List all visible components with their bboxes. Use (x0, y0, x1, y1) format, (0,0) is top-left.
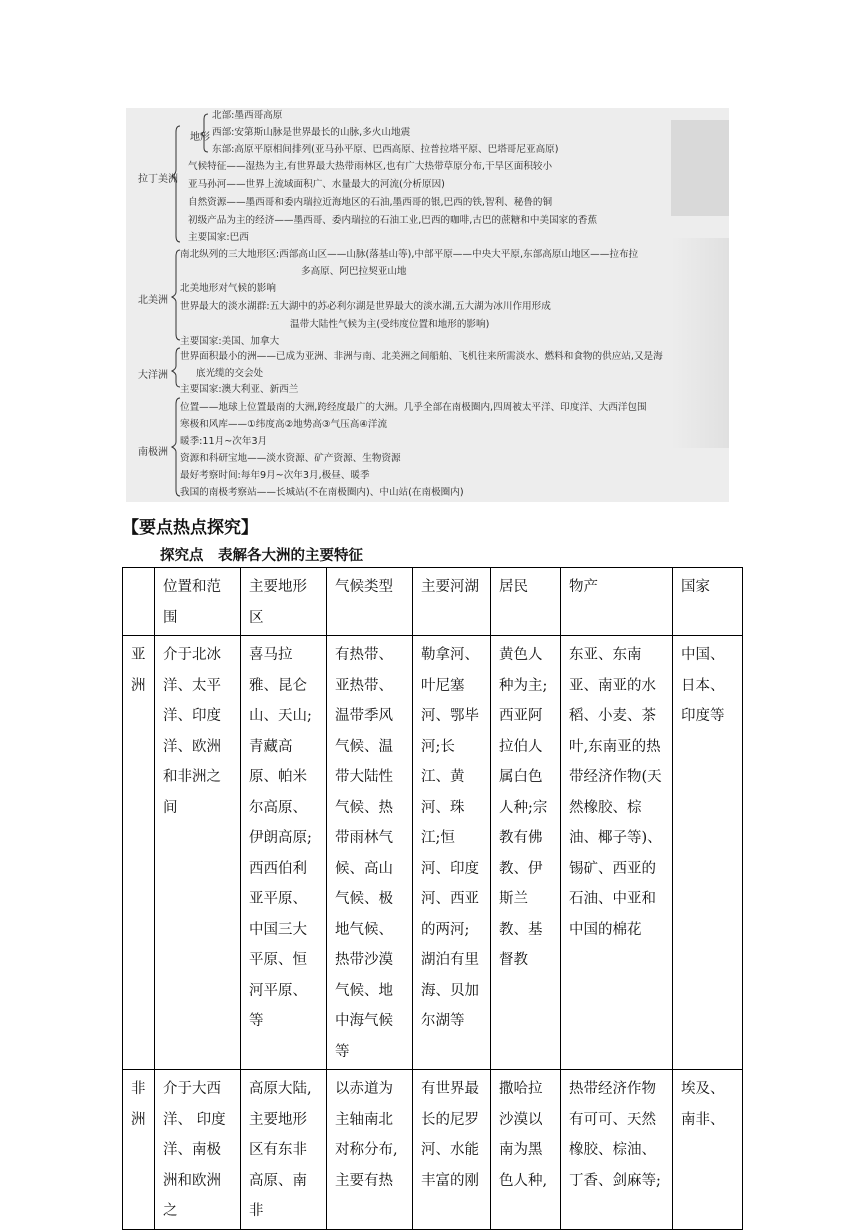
probe-title: 探究点 表解各大洲的主要特征 (160, 548, 363, 564)
table-header-row (123, 568, 743, 636)
table-cell: 埃及、南非、 (673, 1070, 743, 1230)
table-header-cell: 国家 (673, 568, 743, 636)
antarctica-warm-season: 暖季:11月~次年3月 (180, 436, 268, 447)
table-cell: 撒哈拉沙漠以南为黑色人种, (491, 1070, 561, 1230)
table-row (123, 1070, 743, 1230)
table-cell: 东亚、东南亚、南亚的水稻、小麦、茶叶,东南亚的热带经济作物(天然橡胶、棕油、椰子等)、锡矿、西亚的石油、中亚和中国的棉花 (561, 636, 673, 1070)
antarctica-resources: 资源和科研宝地——淡水资源、矿产资源、生物资源 (180, 453, 401, 464)
latin-countries: 主要国家:巴西 (188, 232, 249, 243)
table-row (123, 636, 743, 1070)
table-cell: 高原大陆,主要地形区有东非高原、南非 (241, 1070, 327, 1230)
table-header-cell: 居民 (491, 568, 561, 636)
table-cell: 有热带、亚热带、温带季风气候、温带大陆性气候、热带雨林气候、高山气候、极地气候、热带沙漠气候、地中海气候等 (327, 636, 413, 1070)
antarctica-stations: 我国的南极考察站——长城站(不在南极圈内)、中山站(在南极圈内) (180, 487, 464, 498)
table-cell: 黄色人种为主;西亚阿拉伯人属白色人种;宗教有佛教、伊斯兰教、基督教 (491, 636, 561, 1070)
table-header-cell: 物产 (561, 568, 673, 636)
na-countries: 主要国家:美国、加拿大 (180, 336, 280, 347)
latin-resources: 自然资源——墨西哥和委内瑞拉近海地区的石油,墨西哥的银,巴西的铁,智利、秘鲁的铜 (188, 197, 553, 208)
oceania-line-2: 底光缆的交会处 (196, 368, 264, 379)
table-header-cell: 气候类型 (327, 568, 413, 636)
row-name-asia: 亚洲 (123, 636, 155, 1070)
continent-label-antarctica: 南极洲 (138, 447, 168, 458)
table-cell: 介于北冰洋、太平洋、印度洋、欧洲和非洲之间 (155, 636, 241, 1070)
table-cell: 喜马拉雅、昆仑山、天山;青藏高原、帕米尔高原、伊朗高原;西西伯利亚平原、中国三大平原、恒河平原、等 (241, 636, 327, 1070)
table-header-cell: 主要地形区 (241, 568, 327, 636)
antarctica-best-time: 最好考察时间:每年9月~次年3月,极昼、暖季 (180, 470, 370, 481)
terrain-north: 北部:墨西哥高原 (212, 110, 283, 121)
table-header-cell (123, 568, 155, 636)
oceania-line-1: 世界面积最小的洲——已成为亚洲、非洲与南、北美洲之间船舶、飞机往来所需淡水、燃料和食物的供应站,又是海 (180, 351, 663, 362)
latin-climate: 气候特征——湿热为主,有世界最大热带雨林区,也有广大热带草原分布,干旱区面积较小 (188, 161, 553, 172)
table-header-cell: 位置和范围 (155, 568, 241, 636)
na-climate: 温带大陆性气候为主(受纬度位置和地形的影响) (290, 319, 490, 330)
latin-economy: 初级产品为主的经济——墨西哥、委内瑞拉的石油工业,巴西的咖啡,古巴的蔗糖和中美国家的香蕉 (188, 215, 598, 226)
row-name-africa: 非洲 (123, 1070, 155, 1230)
amazon-river: 亚马孙河——世界上流域面积广、水量最大的河流(分析原因) (188, 179, 445, 190)
continent-label-oceania: 大洋洲 (138, 370, 168, 381)
terrain-east: 东部:高原平原相间排列(亚马孙平原、巴西高原、拉普拉塔平原、巴塔哥尼亚高原) (212, 144, 559, 155)
na-terrain-climate: 北美地形对气候的影响 (180, 283, 276, 294)
table-cell: 有世界最长的尼罗河、水能丰富的刚 (413, 1070, 491, 1230)
terrain-label: 地形 (190, 132, 210, 143)
table-cell: 热带经济作物有可可、天然橡胶、棕油、丁香、剑麻等; (561, 1070, 673, 1230)
table-header-cell: 主要河湖 (413, 568, 491, 636)
continent-features-table (122, 567, 743, 1230)
na-regions-2: 多高原、阿巴拉契亚山地 (301, 266, 407, 277)
section-heading: 【要点热点探究】 (122, 518, 258, 538)
antarctica-cold-wind: 寒极和风库——①纬度高②地势高③气压高④洋流 (180, 419, 388, 430)
table-cell: 介于大西洋、 印度洋、南极洲和欧洲之 (155, 1070, 241, 1230)
na-lakes: 世界最大的淡水湖群:五大湖中的苏必利尔湖是世界最大的淡水湖,五大湖为冰川作用形成 (180, 301, 551, 312)
table-cell: 中国、日本、印度等 (673, 636, 743, 1070)
continent-label-north-america: 北美洲 (138, 295, 168, 306)
terrain-west: 西部:安第斯山脉是世界最长的山脉,多火山地震 (212, 127, 411, 138)
antarctica-position: 位置——地球上位置最南的大洲,跨经度最广的大洲。几乎全部在南极圈内,四周被太平洋、印度洋、大西洋包围 (180, 402, 647, 413)
table-cell: 以赤道为主轴南北对称分布,主要有热 (327, 1070, 413, 1230)
na-regions-1: 南北纵列的三大地形区:西部高山区——山脉(落基山等),中部平原——中央大平原,东部高原山地区——拉布拉 (180, 249, 639, 260)
outline-scan-image (126, 108, 729, 502)
continent-label-latin-america: 拉丁美洲 (138, 174, 178, 185)
table-cell: 勒拿河、叶尼塞河、鄂毕河;长江、黄河、珠江;恒河、印度河、西亚的两河;湖泊有里海、贝加尔湖等 (413, 636, 491, 1070)
oceania-countries: 主要国家:澳大利亚、新西兰 (180, 384, 299, 395)
